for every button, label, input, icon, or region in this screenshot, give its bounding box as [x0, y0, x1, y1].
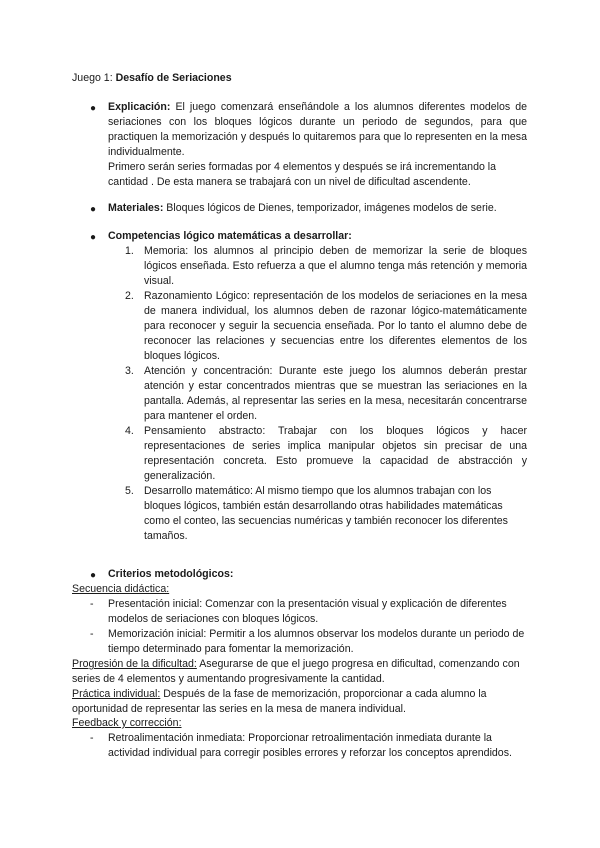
heading-title: Desafío de Seriaciones: [115, 72, 232, 84]
bullet-icon: ●: [90, 204, 97, 215]
list-item: [90, 731, 528, 761]
explicacion-block: [108, 100, 527, 160]
list-item: [90, 627, 528, 657]
heading-prefix: Juego 1:: [72, 72, 116, 84]
list-number: 4.: [125, 425, 134, 437]
feedback-list: [90, 731, 528, 761]
list-item-text: Pensamiento abstracto: Trabajar con los bloques lógicos y hacer representaciones de series implica manipular objetos sin precisar de una representación concreta. Esto promueve la capacidad de abstracción y generalización.: [144, 425, 527, 482]
list-item-text: Presentación inicial: Comenzar con la presentación visual y explicación de diferentes modelos de seriaciones con bloques lógicos.: [108, 598, 507, 625]
list-number: 3.: [125, 365, 134, 377]
list-item-text: Desarrollo matemático: Al mismo tiempo que los alumnos trabajan con los bloques lógicos, también están desarrollando otras habilidades matemáticas como el conteo, las secuencias numéricas y también reconocer los diferentes tamaños.: [144, 485, 508, 542]
list-number: 2.: [125, 290, 134, 302]
list-item-text: Memoria: los alumnos al principio deben de memorizar la serie de bloques lógicos enseñada. Esto refuerza a que el alumno tenga más retención y memoria visual.: [144, 245, 527, 287]
practica-block: [72, 687, 532, 717]
list-item: [125, 484, 527, 544]
secuencia-list: [90, 597, 528, 657]
list-item: [125, 244, 527, 289]
bullet-icon: ●: [90, 570, 97, 581]
practica-label: Práctica individual:: [72, 688, 161, 700]
dash-icon: -: [90, 628, 94, 640]
progresion-text: Asegurarse de que el juego progresa en dificultad, comenzando con series de 4 elementos y aumentando progresivamente la cantidad.: [72, 658, 520, 685]
list-number: 1.: [125, 245, 134, 257]
bullet-icon: ●: [90, 232, 97, 243]
list-item: [90, 597, 528, 627]
materiales-text: Bloques lógicos de Dienes, temporizador, imágenes modelos de serie.: [163, 202, 497, 214]
list-item: [125, 289, 527, 364]
list-item-text: Atención y concentración: Durante este juego los alumnos deberán prestar atención y estar concentrados mientras que se muestran las seriaciones en la pantalla. Además, al representar las series en la mesa, necesitarán concentrarse para mantener el orden.: [144, 365, 527, 422]
progresion-block: [72, 657, 532, 687]
explicacion-text: El juego comenzará enseñándole a los alumnos diferentes modelos de seriaciones con los bloques lógicos durante un periodo de segundos, para que practiquen la memorización y después lo quitaremos para que lo representen en la mesa individualmente.: [108, 101, 527, 158]
criterios-label-text: Criterios metodológicos:: [108, 568, 234, 580]
explicacion-text-2: Primero serán series formadas por 4 elementos y después se irá incrementando la cantidad . De esta manera se trabajará con un nivel de dificultad ascendente.: [108, 161, 497, 188]
competencias-list: [125, 244, 527, 544]
list-item-text: Razonamiento Lógico: representación de los modelos de seriaciones en la mesa de manera individual, los alumnos deben de razonar lógico-matemáticamente para reconocer y seguir la secuencia enseñada. Por lo tanto el alumno debe de reconocer las relaciones y secuencias entre los diferentes elementos de los bloques lógicos.: [144, 290, 527, 362]
list-item-text: Retroalimentación inmediata: Proporcionar retroalimentación inmediata durante la actividad individual para corregir posibles errores y reforzar los conceptos aprendidos.: [108, 732, 512, 759]
bullet-icon: ●: [90, 103, 97, 114]
list-item: [125, 424, 527, 484]
materiales-block: [108, 201, 533, 216]
competencias-label: [108, 229, 352, 244]
list-number: 5.: [125, 485, 134, 497]
list-item: [125, 364, 527, 424]
practica-text: Después de la fase de memorización, proporcionar a cada alumno la oportunidad de representar las series en la mesa de manera individual.: [72, 688, 487, 715]
list-item-text: Memorización inicial: Permitir a los alumnos observar los modelos durante un periodo de tiempo determinado para fomentar la memorización.: [108, 628, 525, 655]
dash-icon: -: [90, 598, 94, 610]
dash-icon: -: [90, 732, 94, 744]
secuencia-label: Secuencia didáctica:: [72, 583, 170, 595]
competencias-label-text: Competencias lógico matemáticas a desarrollar:: [108, 230, 352, 242]
progresion-label: Progresión de la dificultad:: [72, 658, 197, 670]
materiales-label: Materiales:: [108, 202, 164, 214]
criterios-label: [108, 567, 233, 582]
explicacion-label: Explicación:: [108, 101, 171, 113]
game-heading: [72, 71, 232, 86]
feedback-label: Feedback y corrección:: [72, 717, 182, 729]
